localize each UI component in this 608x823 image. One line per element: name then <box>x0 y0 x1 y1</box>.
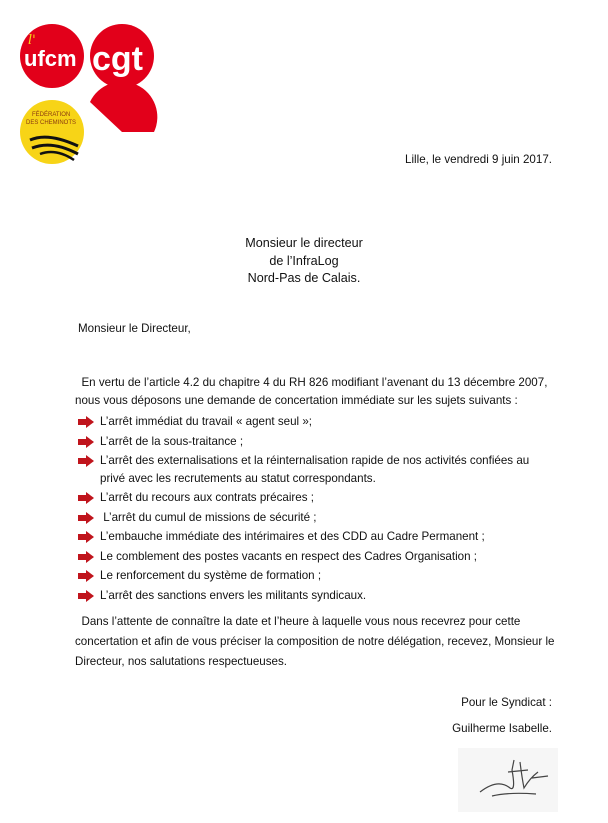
sign-off: Pour le Syndicat : <box>461 696 552 709</box>
arrow-bullet-icon <box>78 436 94 448</box>
ufcm-cgt-logo <box>18 22 158 170</box>
recipient-line-3: Nord-Pas de Calais. <box>247 271 361 285</box>
arrow-bullet-icon <box>78 531 94 543</box>
list-item: Le comblement des postes vacants en respect des Cadres Organisation ; <box>78 548 556 566</box>
date-line: Lille, le vendredi 9 juin 2017. <box>405 153 552 166</box>
list-item: L’arrêt immédiat du travail « agent seul »; <box>78 413 556 431</box>
arrow-bullet-icon <box>78 455 94 467</box>
recipient-line-2: de l’InfraLog <box>269 253 339 268</box>
salutation: Monsieur le Directeur, <box>78 322 191 335</box>
svg-text:FÉDÉRATION: FÉDÉRATION <box>32 112 71 118</box>
demands-list <box>78 413 556 606</box>
list-item: L’arrêt de la sous-traitance ; <box>78 433 556 451</box>
list-item: L’arrêt des sanctions envers les militants syndicaux. <box>78 587 556 605</box>
svg-text:DES CHEMINOTS: DES CHEMINOTS <box>26 120 77 126</box>
intro-paragraph: En vertu de l’article 4.2 du chapitre 4 du RH 826 modifiant l’avenant du 13 décembre 2007, nous vous déposons une demande de concertation immédiate sur les sujets suivants : <box>75 376 548 407</box>
svg-text:l': l' <box>28 33 36 48</box>
arrow-bullet-icon <box>78 512 94 524</box>
arrow-bullet-icon <box>78 416 94 428</box>
list-item: L’arrêt du recours aux contrats précaires ; <box>78 489 556 507</box>
arrow-bullet-icon <box>78 551 94 563</box>
list-item: L’arrêt des externalisations et la réinternalisation rapide de nos activités confiées au privé avec les recrutements au statut correspondants. <box>78 452 556 487</box>
closing-paragraph: Dans l’attente de connaître la date et l’heure à laquelle vous nous recevrez pour cette concertation et afin de vous préciser la composition de notre délégation, recevez, Monsieur le Directeur, nos salutations respectueuses. <box>75 615 555 668</box>
recipient-line-1: Monsieur le directeur <box>245 236 363 250</box>
signatory-name: Guilherme Isabelle. <box>452 722 552 735</box>
arrow-bullet-icon <box>78 570 94 582</box>
svg-text:cgt: cgt <box>92 40 143 78</box>
handwritten-signature <box>458 748 558 812</box>
arrow-bullet-icon <box>78 492 94 504</box>
federation-circle <box>20 100 84 164</box>
list-item: L’embauche immédiate des intérimaires et des CDD au Cadre Permanent ; <box>78 528 556 546</box>
list-item: Le renforcement du système de formation ; <box>78 567 556 585</box>
arrow-bullet-icon <box>78 590 94 602</box>
svg-text:ufcm: ufcm <box>24 46 77 71</box>
recipient-block <box>0 235 608 288</box>
list-item: L’arrêt du cumul de missions de sécurité ; <box>78 509 556 527</box>
